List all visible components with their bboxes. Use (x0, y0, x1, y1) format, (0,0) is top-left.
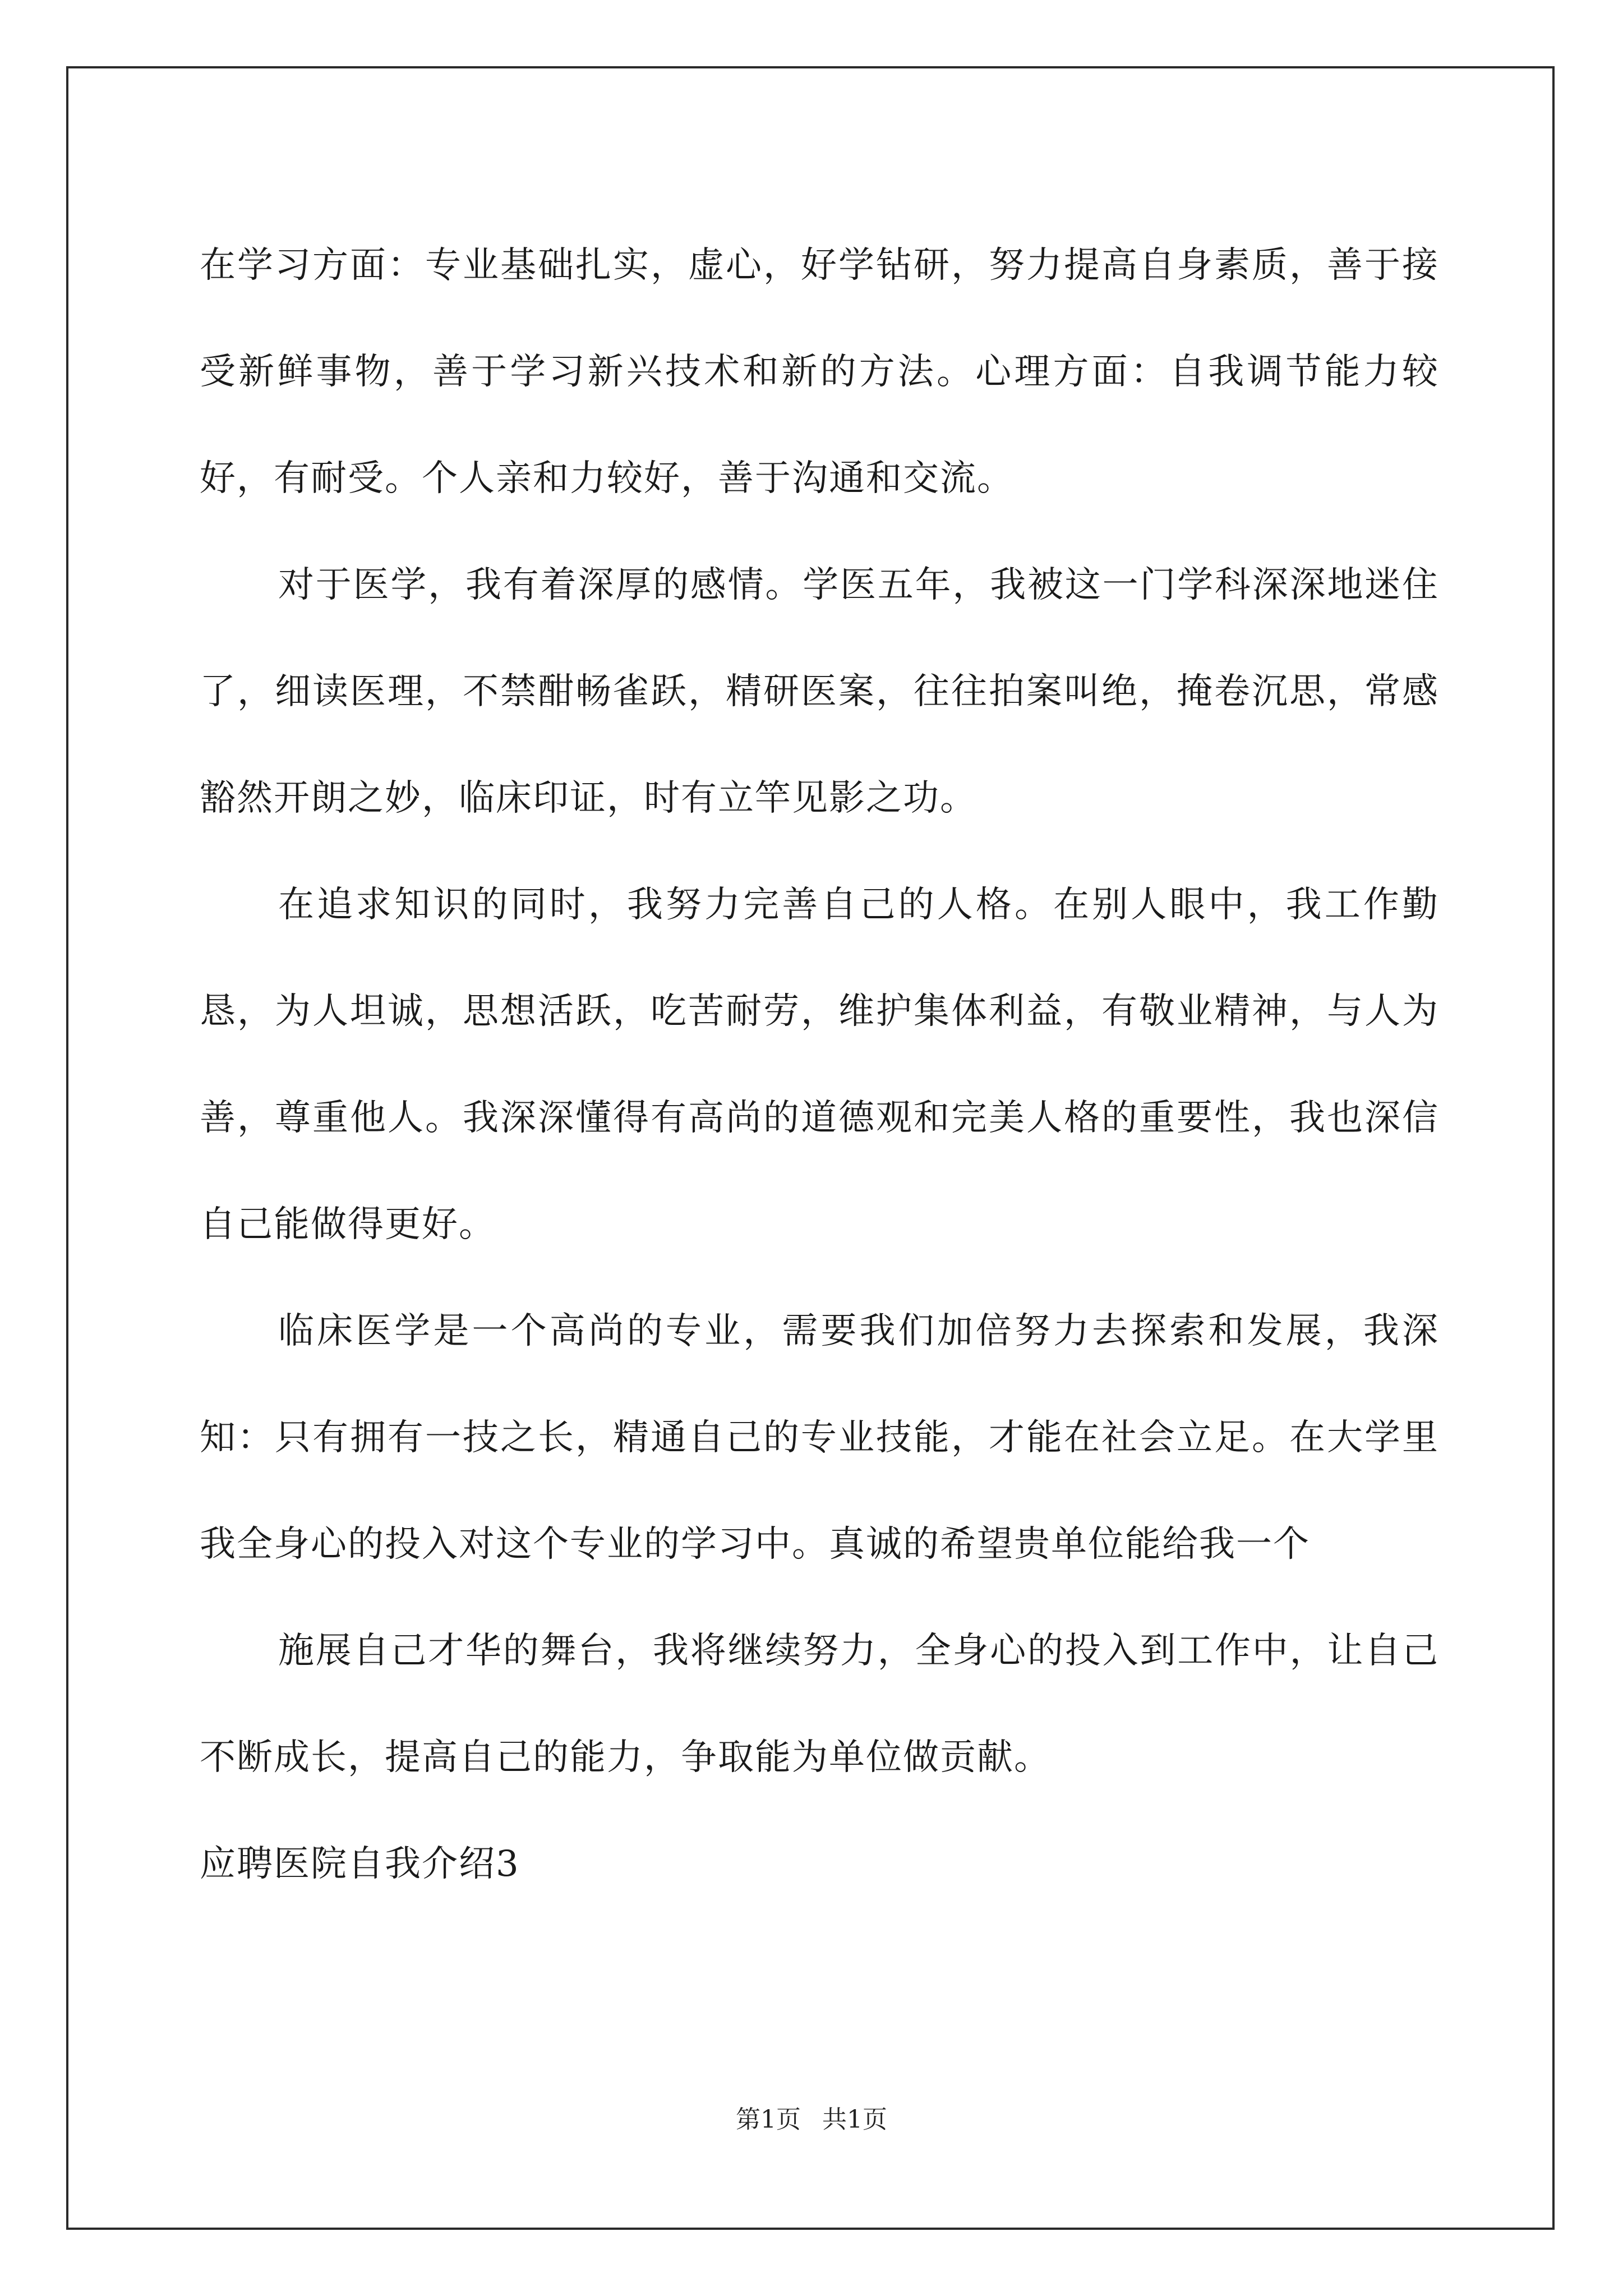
page-total: 共1页 (822, 2105, 887, 2134)
page-footer (0, 2099, 1623, 2135)
paragraph: 临床医学是一个高尚的专业，需要我们加倍努力去探索和发展，我深知：只有拥有一技之长，精通自己的专业技能，才能在社会立足。在大学里我全身心的投入对这个专业的学习中。真诚的希望贵单位能给我一个 (200, 1310, 1439, 1565)
paragraph: 在学习方面：专业基础扎实，虚心，好学钻研，努力提高自身素质，善于接受新鲜事物，善于学习新兴技术和新的方法。心理方面：自我调节能力较好，有耐受。个人亲和力较好，善于沟通和交流。 (200, 245, 1439, 499)
section-heading: 应聘医院自我介绍3 (200, 1843, 520, 1885)
paragraph: 对于医学，我有着深厚的感情。学医五年，我被这一门学科深深地迷住了，细读医理，不禁酣畅雀跃，精研医案，往往拍案叫绝，掩卷沉思，常感豁然开朗之妙，临床印证，时有立竿见影之功。 (200, 564, 1439, 819)
paragraph: 在追求知识的同时，我努力完善自己的人格。在别人眼中，我工作勤恳，为人坦诚，思想活跃，吃苦耐劳，维护集体利益，有敬业精神，与人为善，尊重他人。我深深懂得有高尚的道德观和完美人格的重要性，我也深信自己能做得更好。 (200, 884, 1439, 1245)
paragraph: 施展自己才华的舞台，我将继续努力，全身心的投入到工作中，让自己不断成长，提高自己的能力，争取能为单位做贡献。 (200, 1630, 1439, 1778)
document-body (200, 212, 1439, 1917)
page-number: 第1页 (736, 2105, 801, 2134)
